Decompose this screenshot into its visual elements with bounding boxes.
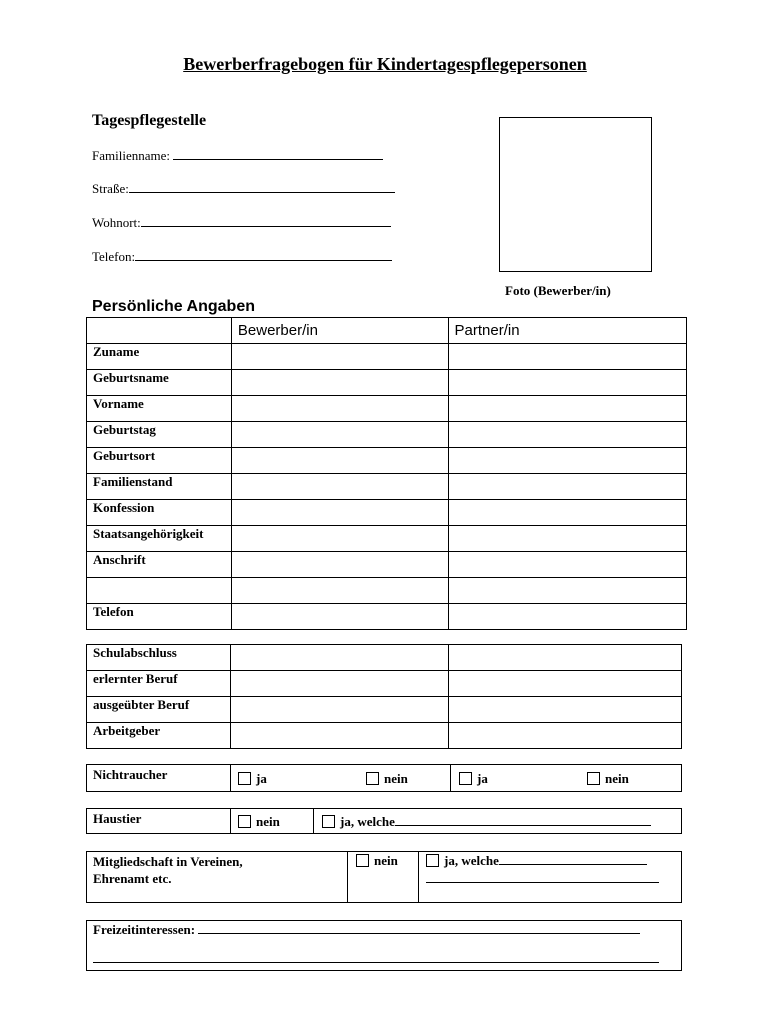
- checkbox-icon: [238, 815, 251, 828]
- table-row: [87, 422, 687, 448]
- bewerber-cell[interactable]: [231, 370, 448, 396]
- haustier-label: Haustier: [93, 811, 142, 826]
- row-label: Arbeitgeber: [87, 723, 231, 749]
- bewerber-cell[interactable]: [231, 448, 448, 474]
- partner-cell[interactable]: [449, 645, 682, 671]
- mitgliedschaft-nein[interactable]: [356, 853, 398, 869]
- nein-label: nein: [256, 814, 280, 829]
- table-row: [87, 500, 687, 526]
- row-label: [87, 578, 232, 604]
- bewerber-cell[interactable]: [230, 723, 449, 749]
- partner-cell[interactable]: [449, 723, 682, 749]
- mitgliedschaft-line2[interactable]: [426, 870, 659, 883]
- bewerber-cell[interactable]: [231, 552, 448, 578]
- bewerber-cell[interactable]: [231, 604, 448, 630]
- checkbox-icon: [322, 815, 335, 828]
- header-bewerber: Bewerber/in: [231, 318, 448, 344]
- telefon-label: Telefon:: [92, 249, 136, 264]
- table-row: [87, 526, 687, 552]
- wohnort-label: Wohnort:: [92, 215, 141, 230]
- bewerber-cell[interactable]: [230, 645, 449, 671]
- row-label: Anschrift: [87, 552, 232, 578]
- partner-cell[interactable]: [448, 552, 687, 578]
- checkbox-icon: [238, 772, 251, 785]
- partner-cell[interactable]: [448, 578, 687, 604]
- haustier-ja-welche[interactable]: [322, 814, 651, 830]
- ja-label: ja: [256, 771, 267, 786]
- partner-cell[interactable]: [448, 370, 687, 396]
- nein-label: nein: [374, 853, 398, 868]
- bewerber-cell[interactable]: [230, 697, 449, 723]
- row-label: Geburtsort: [87, 448, 232, 474]
- table-row: [87, 552, 687, 578]
- strasse-field[interactable]: [92, 181, 395, 197]
- header-partner: Partner/in: [448, 318, 687, 344]
- photo-caption: Foto (Bewerber/in): [505, 283, 611, 298]
- table-row: [87, 344, 687, 370]
- partner-cell[interactable]: [449, 671, 682, 697]
- checkbox-icon: [459, 772, 472, 785]
- row-label: ausgeübter Beruf: [87, 697, 231, 723]
- nichtraucher-partner-nein[interactable]: [587, 771, 629, 787]
- mitgliedschaft-label-line1: Mitgliedschaft in Vereinen,: [93, 854, 243, 869]
- partner-cell[interactable]: [448, 474, 687, 500]
- section-heading-persoenliche-angaben: Persönliche Angaben: [92, 298, 255, 315]
- row-label: Staatsangehörigkeit: [87, 526, 232, 552]
- freizeit-label: Freizeitinteressen:: [93, 922, 196, 937]
- row-label: Zuname: [87, 344, 232, 370]
- mitgliedschaft-label-line2: Ehrenamt etc.: [93, 871, 172, 886]
- row-label: Geburtsname: [87, 370, 232, 396]
- checkbox-icon: [587, 772, 600, 785]
- row-label: Geburtstag: [87, 422, 232, 448]
- bewerber-cell[interactable]: [230, 671, 449, 697]
- bewerber-cell[interactable]: [231, 578, 448, 604]
- row-label: Schulabschluss: [87, 645, 231, 671]
- row-label: Konfession: [87, 500, 232, 526]
- freizeit-line2[interactable]: [93, 950, 659, 963]
- partner-cell[interactable]: [448, 500, 687, 526]
- strasse-label: Straße:: [92, 181, 129, 196]
- partner-cell[interactable]: [448, 422, 687, 448]
- page-title: Bewerberfragebogen für Kindertagespflegepersonen: [183, 54, 587, 74]
- ja-welche-label: ja, welche: [444, 853, 499, 868]
- table-row: [87, 370, 687, 396]
- bewerber-cell[interactable]: [231, 344, 448, 370]
- nein-label: nein: [605, 771, 629, 786]
- nichtraucher-bewerber-nein[interactable]: [366, 771, 408, 787]
- mitgliedschaft-ja-welche[interactable]: [426, 853, 647, 869]
- partner-cell[interactable]: [449, 697, 682, 723]
- table-row: [87, 448, 687, 474]
- bewerber-cell[interactable]: [231, 474, 448, 500]
- checkbox-icon: [356, 854, 369, 867]
- row-label: Vorname: [87, 396, 232, 422]
- table-row: [87, 474, 687, 500]
- table-row: [87, 723, 682, 749]
- photo-box[interactable]: [499, 117, 652, 272]
- telefon-field[interactable]: [92, 249, 392, 265]
- nichtraucher-partner-ja[interactable]: [459, 771, 488, 787]
- nichtraucher-bewerber-ja[interactable]: [238, 771, 267, 787]
- partner-cell[interactable]: [448, 344, 687, 370]
- bewerber-cell[interactable]: [231, 500, 448, 526]
- section-heading-tagespflegestelle: Tagespflegestelle: [92, 112, 207, 129]
- ja-welche-label: ja, welche: [340, 814, 395, 829]
- checkbox-icon: [426, 854, 439, 867]
- ja-label: ja: [477, 771, 488, 786]
- table-row: [87, 578, 687, 604]
- beruf-table: [86, 644, 682, 749]
- personal-data-table: [86, 317, 687, 630]
- partner-cell[interactable]: [448, 526, 687, 552]
- table-row: [87, 604, 687, 630]
- row-label: erlernter Beruf: [87, 671, 231, 697]
- partner-cell[interactable]: [448, 604, 687, 630]
- mitgliedschaft-label: [93, 853, 243, 887]
- table-row: [87, 396, 687, 422]
- wohnort-field[interactable]: [92, 215, 391, 231]
- nichtraucher-label: Nichtraucher: [93, 767, 168, 782]
- bewerber-cell[interactable]: [231, 422, 448, 448]
- freizeit-field[interactable]: [93, 922, 640, 938]
- row-label: Familienstand: [87, 474, 232, 500]
- bewerber-cell[interactable]: [231, 396, 448, 422]
- nein-label: nein: [384, 771, 408, 786]
- familienname-label: Familienname:: [92, 148, 170, 163]
- partner-cell[interactable]: [448, 396, 687, 422]
- table-row: [87, 645, 682, 671]
- header-empty: [87, 318, 232, 344]
- bewerber-cell[interactable]: [231, 526, 448, 552]
- haustier-nein[interactable]: [238, 814, 280, 830]
- partner-cell[interactable]: [448, 448, 687, 474]
- table-row: [87, 671, 682, 697]
- row-label: Telefon: [87, 604, 232, 630]
- familienname-field[interactable]: [92, 148, 383, 164]
- checkbox-icon: [366, 772, 379, 785]
- table-row: [87, 697, 682, 723]
